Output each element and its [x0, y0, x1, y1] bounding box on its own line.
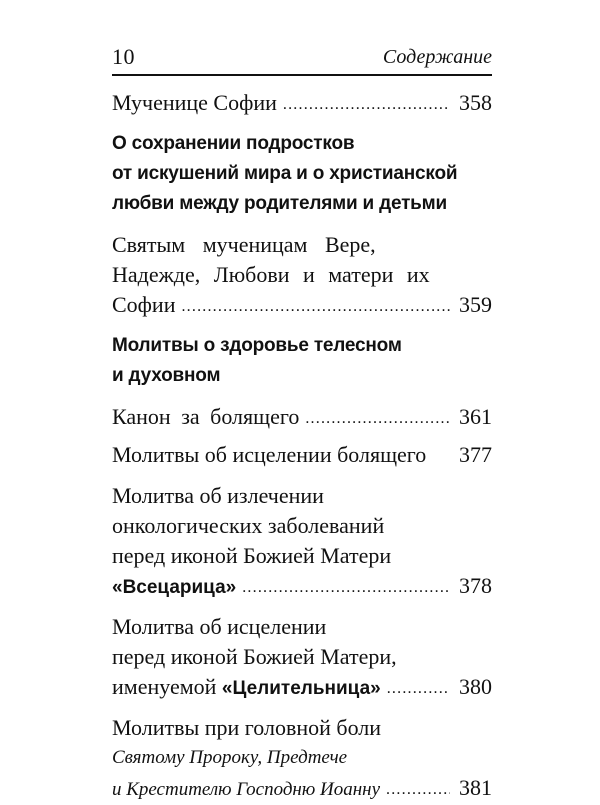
- leader-dots: [181, 292, 450, 322]
- toc-page-number: 359: [459, 292, 492, 317]
- running-title: Содержание: [382, 46, 492, 68]
- header-rule: [112, 74, 492, 76]
- toc-page-number: 358: [459, 90, 492, 115]
- toc-entry-text: Святым мученицам Вере,: [112, 232, 376, 257]
- leader-dots: [242, 573, 450, 603]
- icon-title: «Целительница»: [221, 678, 381, 699]
- toc-page-number: 377: [459, 442, 492, 467]
- leader-dots: [386, 775, 450, 805]
- toc-entry[interactable]: [112, 773, 492, 803]
- toc-entry-line: [112, 260, 492, 290]
- toc-entry-text: Надежде, Любови и матери их: [112, 262, 430, 287]
- section-heading-line: О сохранении подростков: [112, 133, 355, 154]
- leader-dots: [387, 674, 450, 704]
- section-heading-line: любви между родителями и детьми: [112, 193, 448, 214]
- toc-entry[interactable]: [112, 571, 492, 601]
- toc-entry-label: Молитвы об исцелении болящего: [112, 442, 427, 467]
- toc-page-number: 378: [459, 573, 492, 598]
- toc-entry-text: перед иконой Божией Матери: [112, 543, 392, 568]
- toc-entry[interactable]: [112, 440, 492, 470]
- toc-entry[interactable]: [112, 402, 492, 432]
- toc-entry-label: и Крестителю Господню Иоанну: [112, 779, 381, 800]
- section-heading-line: Молитвы о здоровье телесном: [112, 335, 402, 356]
- leader-dots: [283, 90, 450, 120]
- toc-entry[interactable]: [112, 672, 492, 702]
- section-heading-line: и духовном: [112, 365, 221, 386]
- toc-entry-label: Софии: [112, 292, 176, 317]
- page-number: 10: [112, 44, 135, 69]
- toc-page-number: 381: [459, 775, 492, 800]
- toc-entry[interactable]: [112, 88, 492, 118]
- table-of-contents: [112, 88, 492, 803]
- toc-page-number: 380: [459, 674, 492, 699]
- section-heading-line: от искушений мира и о христианской: [112, 163, 458, 184]
- page-header: [112, 44, 492, 78]
- toc-entry-label-text: именуемой: [112, 674, 222, 699]
- toc-entry-italic-text: Святому Пророку, Предтече: [112, 747, 348, 768]
- toc-entry-line: [112, 230, 492, 260]
- toc-entry-text: Молитва об излечении: [112, 483, 324, 508]
- icon-title: «Всецарица»: [112, 577, 237, 598]
- toc-entry-text: Молитвы при головной боли: [112, 715, 382, 740]
- toc-entry-label: [112, 672, 381, 704]
- toc-entry-label: Канон за болящего: [112, 404, 300, 429]
- toc-entry[interactable]: [112, 290, 492, 320]
- toc-page-number: 361: [459, 404, 492, 429]
- toc-entry-text: онкологических заболеваний: [112, 513, 385, 538]
- leader-dots: [305, 404, 450, 434]
- toc-entry-label: Мученице Софии: [112, 90, 277, 115]
- toc-entry-text: Молитва об исцелении: [112, 614, 327, 639]
- toc-entry-label: [112, 571, 236, 603]
- toc-entry-text: перед иконой Божией Матери,: [112, 644, 397, 669]
